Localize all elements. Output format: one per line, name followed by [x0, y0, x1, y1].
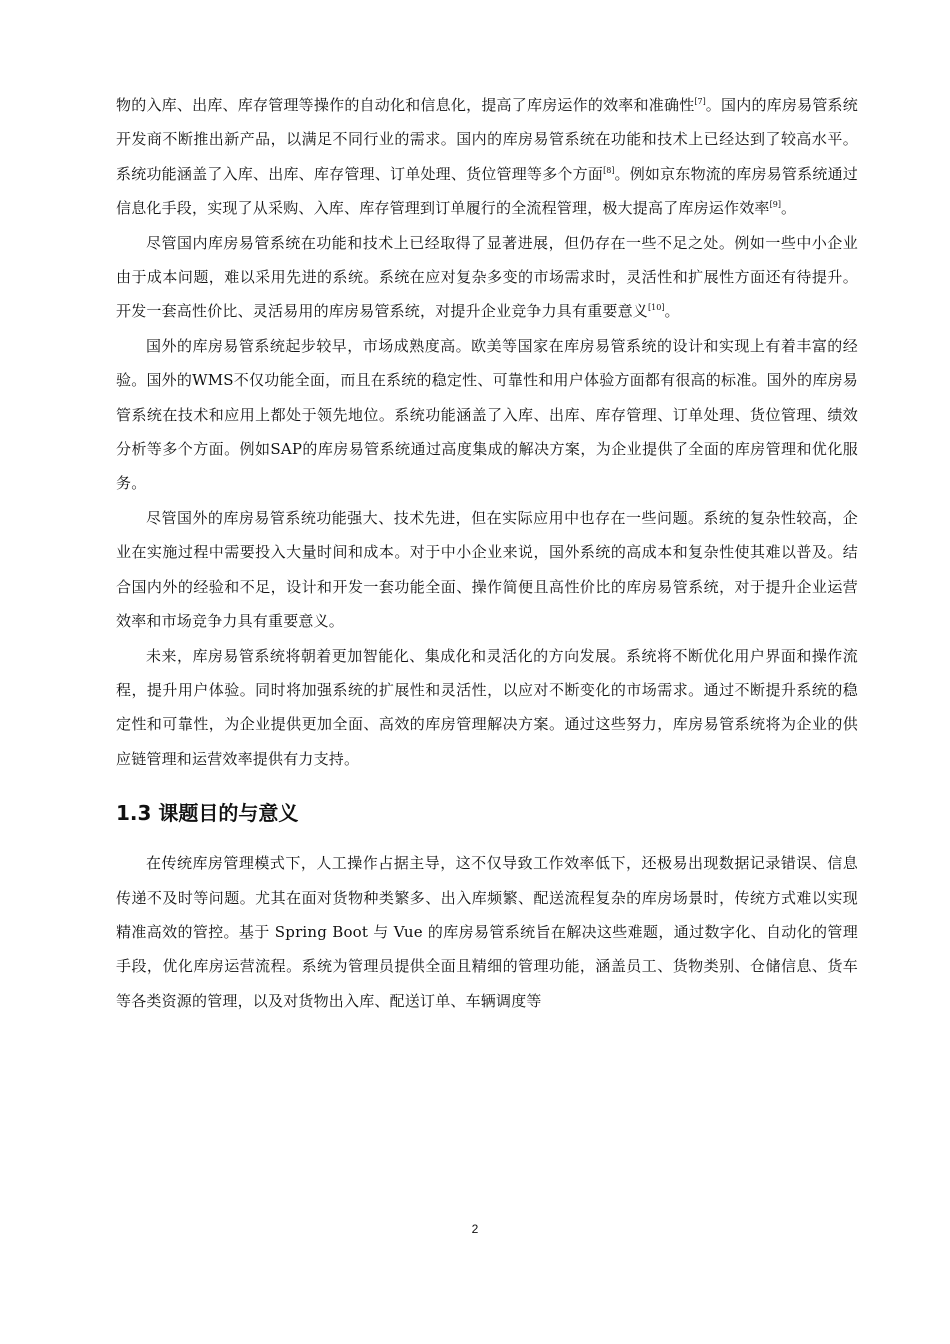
- text-run: 尽管国内库房易管系统在功能和技术上已经取得了显著进展，但仍存在一些不足之处。例如一些中小企业由于成本问题，难以采用先进的系统。系统在应对复杂多变的市场需求时，灵活性和扩展性方面还有待提升。开发一套高性价比、灵活易用的库房易管系统，对提升企业竞争力具有重要意义: [116, 233, 858, 321]
- paragraph: [116, 329, 858, 501]
- text-run: 尽管国外的库房易管系统功能强大、技术先进，但在实际应用中也存在一些问题。系统的复杂性较高，企业在实施过程中需要投入大量时间和成本。对于中小企业来说，国外系统的高成本和复杂性使其难以普及。结合国内外的经验和不足，设计和开发一套功能全面、操作简便且高性价比的库房易管系统，对于提升企业运营效率和市场竞争力具有重要意义。: [116, 508, 858, 631]
- citation-ref: [8]: [603, 165, 615, 175]
- page-content: [116, 88, 858, 1018]
- page-number: 2: [471, 1222, 479, 1236]
- text-run: 。例如京东物流的库房易管系统通过信息化手段，实现了从采购、入库、库存管理到订单履行的全流程管理，极大提高了库房运作效率: [116, 164, 859, 218]
- citation-ref: [7]: [694, 97, 706, 106]
- paragraph: [116, 88, 858, 226]
- paragraph: [116, 846, 858, 1018]
- text-run: 未来，库房易管系统将朝着更加智能化、集成化和灵活化的方向发展。系统将不断优化用户界面和操作流程，提升用户体验。同时将加强系统的扩展性和灵活性，以应对不断变化的市场需求。通过不断提升系统的稳定性和可靠性，为企业提供更加全面、高效的库房管理解决方案。通过这些努力，库房易管系统将为企业的供应链管理和运营效率提供有力支持。: [116, 646, 858, 768]
- text-run: 物的入库、出库、库存管理等操作的自动化和信息化，提高了库房运作的效率和准确性: [116, 96, 695, 114]
- paragraph: [116, 501, 858, 639]
- text-run: 国外的库房易管系统起步较早，市场成熟度高。欧美等国家在库房易管系统的设计和实现上有着丰富的经验。国外的WMS不仅功能全面，而且在系统的稳定性、可靠性和用户体验方面都有很高的标准。国外的库房易管系统在技术和应用上都处于领先地位。系统功能涵盖了入库、出库、库存管理、订单处理、货位管理、绩效分析等多个方面。例如SAP的库房易管系统通过高度集成的解决方案，为企业提供了全面的库房管理和优化服务。: [116, 336, 858, 493]
- paragraph: [116, 639, 858, 777]
- citation-ref: [9]: [769, 200, 781, 210]
- section-body-text: [116, 846, 858, 1018]
- text-run: 。: [664, 302, 680, 321]
- body-text: [116, 88, 858, 776]
- citation-ref: [10]: [648, 303, 665, 313]
- text-run: 在传统库房管理模式下，人工操作占据主导，这不仅导致工作效率低下，还极易出现数据记录错误、信息传递不及时等问题。尤其在面对货物种类繁多、出入库频繁、配送流程复杂的库房场景时，传统方式难以实现精准高效的管控。基于 Spring Boot 与 Vue 的库房易管系统旨在解决这些难题，通过数字化、自动化的管理手段，优化库房运营流程。系统为管理员提供全面且精细的管理功能，涵盖员工、货物类别、仓储信息、货车等各类资源的管理，以及对货物出入库、配送订单、车辆调度等: [116, 854, 858, 1010]
- text-run: 。: [780, 199, 797, 218]
- paragraph: [116, 226, 858, 329]
- text-run: 。国内的库房易管系统开发商不断推出新产品，以满足不同行业的需求。国内的库房易管系统在功能和技术上已经达到了较高水平。系统功能涵盖了入库、出库、库存管理、订单处理、货位管理等多个方面: [116, 96, 858, 183]
- section-heading: 1.3 课题目的与意义: [116, 801, 299, 826]
